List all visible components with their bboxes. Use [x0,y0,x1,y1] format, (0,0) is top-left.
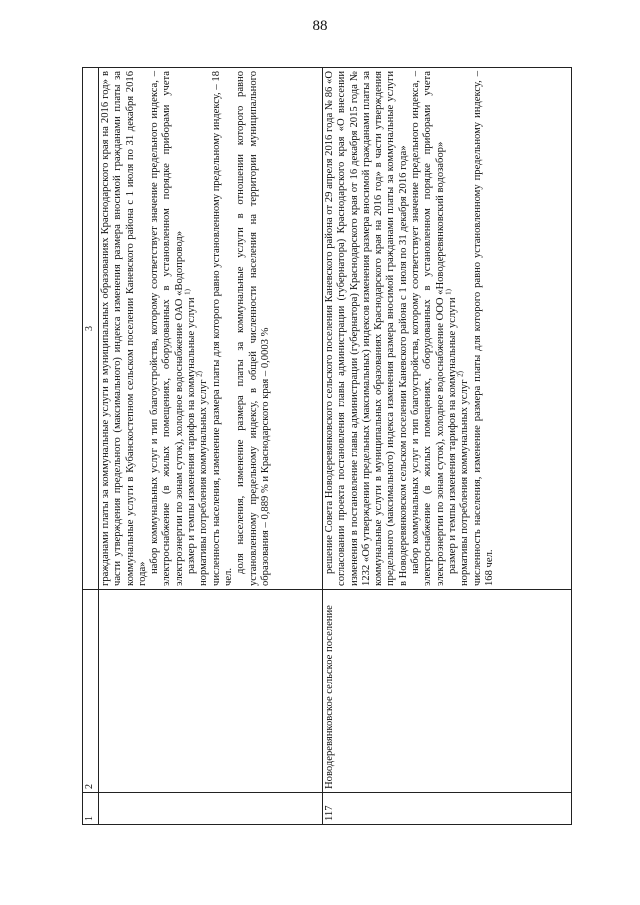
row117-norms-text: нормативы потребления коммунальных услуг [459,379,471,586]
footnote-mark: 1) [183,289,192,295]
table-row-117 [323,68,572,825]
header-col-3: 3 [83,68,99,590]
rotated-table-container [82,67,572,825]
footnote-mark: 2) [195,371,204,377]
cont-paragraph-norms [195,71,210,586]
continuation-text-cell [99,68,323,590]
row117-paragraph-decision: решение Совета Новодеревянковского сельского поселения Каневского района от 29 апреля 2016 года № 86 «О согласовании проекта постановления главы администрации (губернатора) Краснодарского края «О внесении изменения в постановление главы администрации (губернатора) Краснодарского края от 16 декабря 2015 года № 1232 «Об утверждении предельных (максимальных) индексов изменения размера вносимой гражданами платы за коммунальные услуги в муниципальных образованиях Краснодарского края на 2016 год» в части утверждения предельного (максимального) индекса изменения размера вносимой гражданами платы за коммунальные услуги в Новодеревянковском сельском поселении Каневского района с 1 июля по 31 декабря 2016 года» [324,71,409,586]
footnote-mark: 1) [444,289,453,295]
data-table [82,67,572,825]
cont-tariffs-text: размер и темпы изменения тарифов на коммунальные услуги [186,297,198,574]
cont-paragraph-share: доля населения, изменение размера платы за коммунальные услуги в отношении которого равно установленному предельному индексу, в общей численности населения на территории муниципального образования – 0,889 % и Краснодарского края – 0,0003 % [235,71,271,586]
row-number-cell: 117 [323,793,572,825]
header-col-2: 2 [83,590,99,793]
row117-paragraph-norms [456,71,471,586]
cont-paragraph-tariffs [183,71,198,586]
cont-paragraph-service-set: набор коммунальных услуг и тип благоустройства, которому соответствует значение предельного индекса, – электроснабжение (в жилых помещениях, оборудованных в установленном порядке приборами учета электроэнергии по зонам суток), холодное водоснабжение ОАО «Водопровод» [149,71,185,586]
municipality-name-cell: Новодеревянковское сельское поселение [323,590,572,793]
continuation-name-cell [99,590,323,793]
row117-paragraph-service-set: набор коммунальных услуг и тип благоустройства, которому соответствует значение предельного индекса, – электроснабжение (в жилых помещениях, оборудованных в установленном порядке приборами учета электроэнергии по зонам суток), холодное водоснабжение ООО «Новодеревянковский водозабор» [410,71,446,586]
cont-paragraph-population: численность населения, изменение размера платы для которого равно установленному предельному индексу, – 18 чел. [210,71,234,586]
page-number: 88 [312,18,328,34]
cont-paragraph-decision-end: гражданами платы за коммунальные услуги в муниципальных образованиях Краснодарского края на 2016 год» в части утверждения предельного (максимального) индекса изменения размера вносимой гражданами платы за коммунальные услуги в Кубанскостепном сельском поселении Каневского района с 1 июля по 31 декабря 2016 года» [100,71,148,586]
continuation-number-cell [99,793,323,825]
cont-norms-text: нормативы потребления коммунальных услуг [198,379,210,586]
header-col-1: 1 [83,793,99,825]
row-117-text-cell [323,68,572,590]
table-header-row [83,68,99,825]
row117-paragraph-tariffs [444,71,459,586]
row117-paragraph-population: численность населения, изменение размера платы для которого равно установленному предельному индексу, – 168 чел. [471,71,495,586]
footnote-mark: 2) [456,371,465,377]
row117-tariffs-text: размер и темпы изменения тарифов на коммунальные услуги [446,297,458,574]
continuation-row [99,68,323,825]
